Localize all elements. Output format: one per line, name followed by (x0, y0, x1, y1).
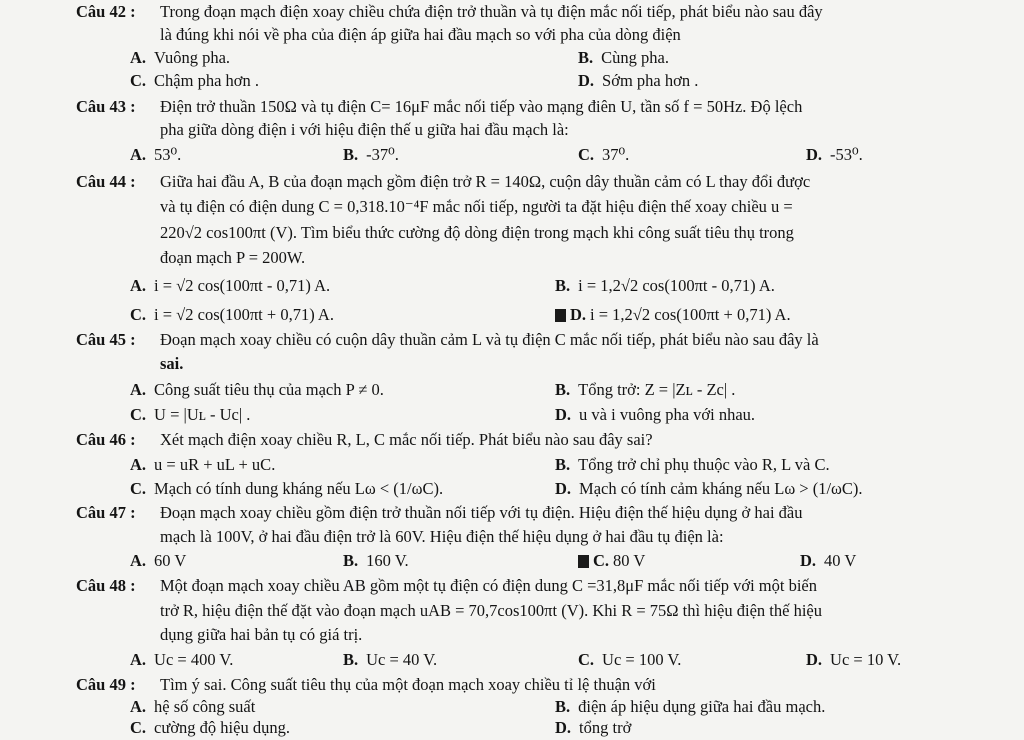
q48-option-a[interactable] (130, 650, 233, 670)
option-text: 60 V (154, 551, 187, 570)
q49-option-b[interactable] (555, 697, 825, 717)
option-key: B. (578, 48, 594, 67)
option-key: C. (578, 650, 595, 669)
option-key: B. (343, 551, 359, 570)
option-text: điện áp hiệu dụng giữa hai đầu mạch. (578, 697, 826, 716)
option-key: D. (555, 479, 572, 498)
q45-stem-line1: Đoạn mạch xoay chiều có cuộn dây thuần cảm L và tụ điện C mắc nối tiếp, phát biểu nào sau đây là (160, 330, 819, 349)
option-key: A. (130, 380, 147, 399)
option-key: C. (593, 551, 610, 570)
option-key: C. (578, 145, 595, 164)
option-key: C. (130, 718, 147, 737)
q46-option-b[interactable] (555, 455, 830, 475)
option-text: i = 1,2√2 cos(100πt + 0,71) A. (590, 305, 791, 324)
q45-option-c[interactable] (130, 405, 250, 425)
q46-label: Câu 46 : (76, 430, 136, 449)
option-key: A. (130, 455, 147, 474)
q48-stem-line2: trở R, hiệu điện thế đặt vào đoạn mạch uAB = 70,7cos100πt (V). Khi R = 75Ω thì hiệu điện thế hiệu (160, 601, 822, 620)
option-key: A. (130, 48, 147, 67)
option-key: C. (130, 71, 147, 90)
option-text: 160 V. (366, 551, 409, 570)
option-key: B. (555, 380, 571, 399)
q44-stem-line2: và tụ điện có điện dung C = 0,318.10⁻⁴F mắc nối tiếp, người ta đặt hiệu điện thế xoay chiều u = (160, 197, 793, 216)
answer-mark-icon (578, 555, 589, 568)
option-text: i = 1,2√2 cos(100πt - 0,71) A. (578, 276, 775, 295)
option-key: C. (130, 405, 147, 424)
option-text: Uc = 400 V. (154, 650, 234, 669)
q44-option-b[interactable] (555, 276, 775, 296)
option-text: 37⁰. (602, 145, 630, 164)
option-text: u = uR + uL + uC. (154, 455, 276, 474)
option-key: D. (570, 305, 587, 324)
option-key: B. (555, 455, 571, 474)
option-text: Tổng trở chỉ phụ thuộc vào R, L và C. (578, 455, 830, 474)
q47-option-c[interactable] (578, 551, 645, 571)
q42-option-d[interactable] (578, 71, 698, 91)
q48-option-b[interactable] (343, 650, 437, 670)
option-text: Cùng pha. (601, 48, 669, 67)
q46-stem-line1: Xét mạch điện xoay chiều R, L, C mắc nối tiếp. Phát biểu nào sau đây sai? (160, 430, 653, 449)
q45-option-b[interactable] (555, 380, 735, 400)
q47-option-b[interactable] (343, 551, 409, 571)
option-key: A. (130, 276, 147, 295)
option-text: tổng trở (579, 718, 632, 737)
q44-stem-line4: đoạn mạch P = 200W. (160, 248, 306, 267)
option-text: Tổng trở: Z = |Zʟ - Zc| . (578, 380, 736, 399)
q42-label: Câu 42 : (76, 2, 136, 21)
option-key: B. (555, 697, 571, 716)
q44-option-c[interactable] (130, 305, 334, 325)
q49-option-d[interactable] (555, 718, 631, 738)
option-text: 40 V (824, 551, 857, 570)
option-key: D. (578, 71, 595, 90)
option-text: u và i vuông pha với nhau. (579, 405, 756, 424)
q47-label: Câu 47 : (76, 503, 136, 522)
q45-option-d[interactable] (555, 405, 755, 425)
q42-option-c[interactable] (130, 71, 259, 91)
option-key: B. (343, 650, 359, 669)
q47-option-a[interactable] (130, 551, 186, 571)
option-key: A. (130, 145, 147, 164)
option-text: Uc = 100 V. (602, 650, 682, 669)
q44-option-a[interactable] (130, 276, 330, 296)
option-text: cường độ hiệu dụng. (154, 718, 290, 737)
option-key: C. (130, 479, 147, 498)
option-text: 80 V (613, 551, 646, 570)
q42-stem-line1: Trong đoạn mạch điện xoay chiều chứa điện trở thuần và tụ điện mắc nối tiếp, phát biểu nào sau đây (160, 2, 823, 21)
q42-option-b[interactable] (578, 48, 669, 68)
q48-label: Câu 48 : (76, 576, 136, 595)
option-text: Mạch có tính cảm kháng nếu Lω > (1/ωC). (579, 479, 863, 498)
q48-stem-line1: Một đoạn mạch xoay chiều AB gồm một tụ điện có điện dung C =31,8μF mắc nối tiếp với một biến (160, 576, 818, 595)
q45-option-a[interactable] (130, 380, 384, 400)
option-text: i = √2 cos(100πt + 0,71) A. (154, 305, 334, 324)
q43-option-a[interactable] (130, 145, 181, 165)
q44-label: Câu 44 : (76, 172, 136, 191)
option-text: hệ số công suất (154, 697, 256, 716)
q46-option-c[interactable] (130, 479, 443, 499)
option-key: D. (555, 718, 572, 737)
q48-stem-line3: dụng giữa hai bản tụ có giá trị. (160, 625, 363, 644)
q45-label: Câu 45 : (76, 330, 136, 349)
option-text: Uc = 10 V. (830, 650, 902, 669)
q42-option-a[interactable] (130, 48, 230, 68)
q49-option-c[interactable] (130, 718, 290, 738)
q43-option-c[interactable] (578, 145, 629, 165)
q46-option-a[interactable] (130, 455, 275, 475)
q44-option-d[interactable] (555, 305, 791, 325)
q46-option-d[interactable] (555, 479, 863, 499)
option-key: D. (800, 551, 817, 570)
option-text: -37⁰. (366, 145, 399, 164)
option-key: D. (806, 145, 823, 164)
q47-stem-line1: Đoạn mạch xoay chiều gồm điện trở thuần nối tiếp với tụ điện. Hiệu điện thế hiệu dụng ở hai đầu (160, 503, 803, 522)
q42-stem-line2: là đúng khi nói về pha của điện áp giữa hai đầu mạch so với pha của dòng điện (160, 25, 681, 44)
option-key: D. (555, 405, 572, 424)
option-text: Sớm pha hơn . (602, 71, 699, 90)
option-key: A. (130, 551, 147, 570)
option-key: C. (130, 305, 147, 324)
option-text: Mạch có tính dung kháng nếu Lω < (1/ωC). (154, 479, 444, 498)
q48-option-d[interactable] (806, 650, 901, 670)
q44-stem-line1: Giữa hai đầu A, B của đoạn mạch gồm điện trở R = 140Ω, cuộn dây thuần cảm có L thay đổi được (160, 172, 811, 191)
q45-stem-line2: sai. (160, 354, 184, 373)
option-key: B. (343, 145, 359, 164)
option-key: D. (806, 650, 823, 669)
option-key: A. (130, 697, 147, 716)
q49-label: Câu 49 : (76, 675, 136, 694)
option-key: A. (130, 650, 147, 669)
option-text: Vuông pha. (154, 48, 231, 67)
answer-mark-icon (555, 309, 566, 322)
q49-option-a[interactable] (130, 697, 255, 717)
option-text: Công suất tiêu thụ của mạch P ≠ 0. (154, 380, 384, 399)
option-text: i = √2 cos(100πt - 0,71) A. (154, 276, 331, 295)
q49-stem-line1: Tìm ý sai. Công suất tiêu thụ của một đoạn mạch xoay chiều tỉ lệ thuận với (160, 675, 656, 694)
q44-stem-line3: 220√2 cos100πt (V). Tìm biểu thức cường độ dòng điện trong mạch khi công suất tiêu thụ trong (160, 223, 794, 242)
option-key: B. (555, 276, 571, 295)
option-text: 53⁰. (154, 145, 182, 164)
q43-option-d[interactable] (806, 145, 863, 165)
q47-stem-line2: mạch là 100V, ở hai đầu điện trở là 60V. Hiệu điện thế hiệu dụng ở hai đầu tụ điện là: (160, 527, 724, 546)
q43-stem-line2: pha giữa dòng điện i với hiệu điện thế u giữa hai đầu mạch là: (160, 120, 569, 139)
q43-stem-line1: Điện trở thuần 150Ω và tụ điện C= 16μF mắc nối tiếp vào mạng điên U, tần số f = 50Hz. Độ lệch (160, 97, 803, 116)
q43-option-b[interactable] (343, 145, 399, 165)
q43-label: Câu 43 : (76, 97, 136, 116)
q48-option-c[interactable] (578, 650, 681, 670)
option-text: U = |Uʟ - Uc| . (154, 405, 251, 424)
option-text: Chậm pha hơn . (154, 71, 260, 90)
option-text: -53⁰. (830, 145, 863, 164)
option-text: Uc = 40 V. (366, 650, 438, 669)
q47-option-d[interactable] (800, 551, 856, 571)
